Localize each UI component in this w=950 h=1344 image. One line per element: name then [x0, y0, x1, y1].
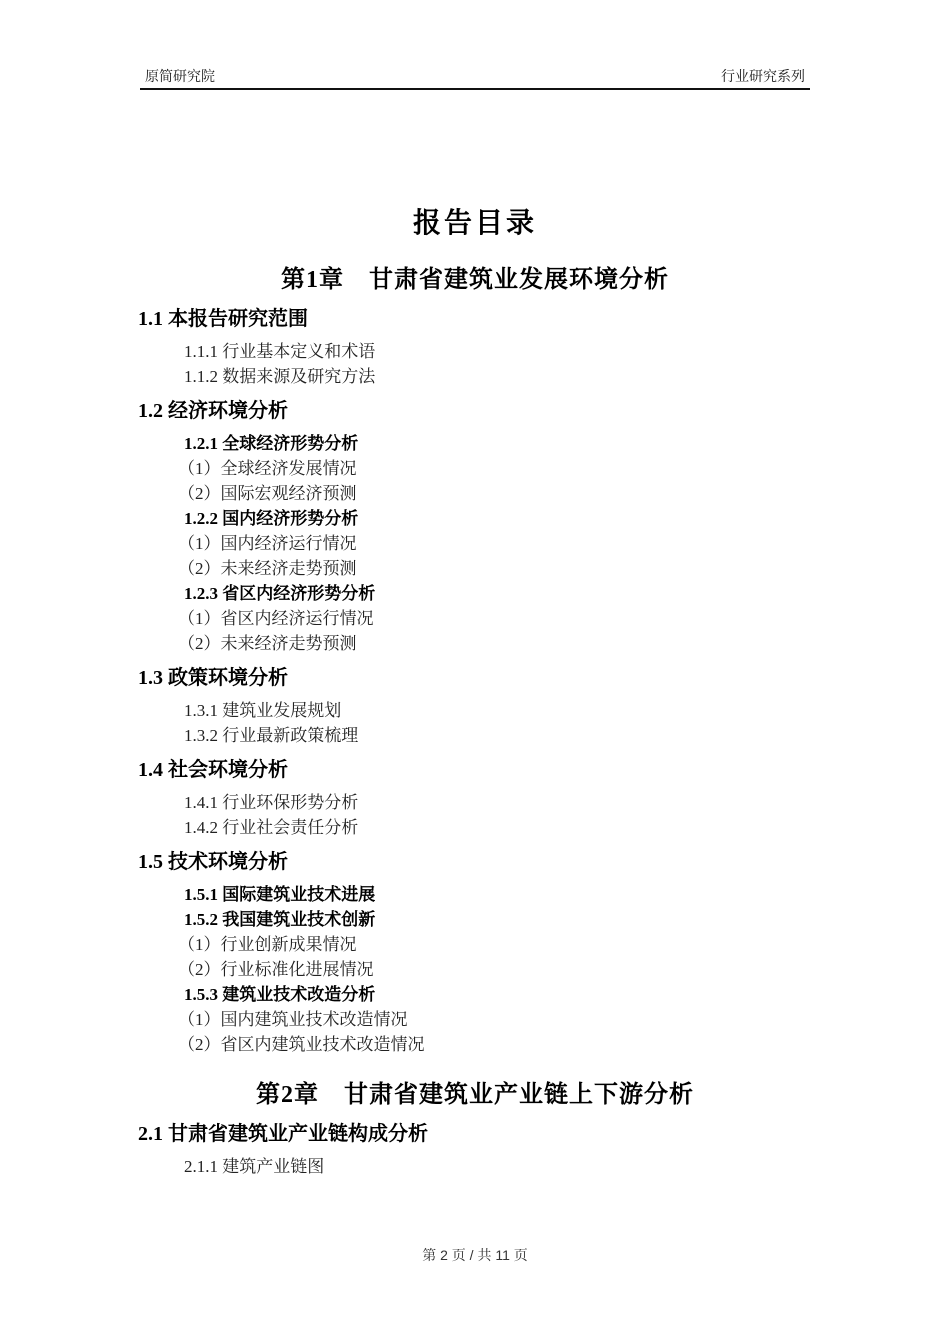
toc-sub-item: （1）国内经济运行情况	[178, 534, 357, 553]
toc-subsection-entry-bold: 1.2.3 省区内经济形势分析	[184, 584, 376, 603]
toc-section-heading: 2.1 甘肃省建筑业产业链构成分析	[138, 1123, 428, 1145]
toc-section-heading: 1.1 本报告研究范围	[138, 308, 308, 330]
toc-sub-item: （2）省区内建筑业技术改造情况	[178, 1035, 425, 1054]
toc-subsection-entry-bold: 1.5.3 建筑业技术改造分析	[184, 985, 376, 1004]
toc-list	[138, 264, 812, 1179]
toc-sub-item: （2）行业标准化进展情况	[178, 960, 374, 979]
toc-chapter-heading: 第1章 甘肃省建筑业发展环境分析	[281, 267, 669, 293]
toc-subsection-entry: 1.3.2 行业最新政策梳理	[184, 726, 359, 745]
page-indicator: 第 2 页 / 共 11 页	[422, 1247, 528, 1263]
toc-sub-item: （2）未来经济走势预测	[178, 634, 357, 653]
toc-sub-item: （1）行业创新成果情况	[178, 935, 357, 954]
page-footer	[0, 1245, 950, 1265]
toc-section-heading: 1.2 经济环境分析	[138, 400, 288, 422]
toc-subsection-entry-bold: 1.2.2 国内经济形势分析	[184, 509, 359, 528]
toc-section-heading: 1.5 技术环境分析	[138, 851, 288, 873]
page-header	[140, 0, 810, 90]
header-right-text: 行业研究系列	[721, 68, 805, 84]
toc-sub-item: （2）未来经济走势预测	[178, 559, 357, 578]
page-content	[0, 206, 950, 1179]
toc-subsection-entry: 1.3.1 建筑业发展规划	[184, 701, 342, 720]
toc-subsection-entry-bold: 1.2.1 全球经济形势分析	[184, 434, 359, 453]
toc-subsection-entry: 2.1.1 建筑产业链图	[184, 1157, 325, 1176]
toc-subsection-entry: 1.4.1 行业环保形势分析	[184, 793, 359, 812]
header-left-text: 原简研究院	[145, 68, 215, 84]
page-title: 报告目录	[412, 208, 537, 239]
toc-sub-item: （1）全球经济发展情况	[178, 459, 357, 478]
toc-subsection-entry: 1.4.2 行业社会责任分析	[184, 818, 359, 837]
toc-subsection-entry: 1.1.1 行业基本定义和术语	[184, 342, 376, 361]
toc-subsection-entry: 1.1.2 数据来源及研究方法	[184, 367, 376, 386]
toc-chapter-heading: 第2章 甘肃省建筑业产业链上下游分析	[256, 1082, 694, 1108]
toc-subsection-entry-bold: 1.5.1 国际建筑业技术进展	[184, 885, 376, 904]
toc-sub-item: （1）国内建筑业技术改造情况	[178, 1010, 408, 1029]
toc-sub-item: （2）国际宏观经济预测	[178, 484, 357, 503]
toc-section-heading: 1.3 政策环境分析	[138, 667, 288, 689]
toc-sub-item: （1）省区内经济运行情况	[178, 609, 374, 628]
toc-subsection-entry-bold: 1.5.2 我国建筑业技术创新	[184, 910, 376, 929]
toc-section-heading: 1.4 社会环境分析	[138, 759, 288, 781]
